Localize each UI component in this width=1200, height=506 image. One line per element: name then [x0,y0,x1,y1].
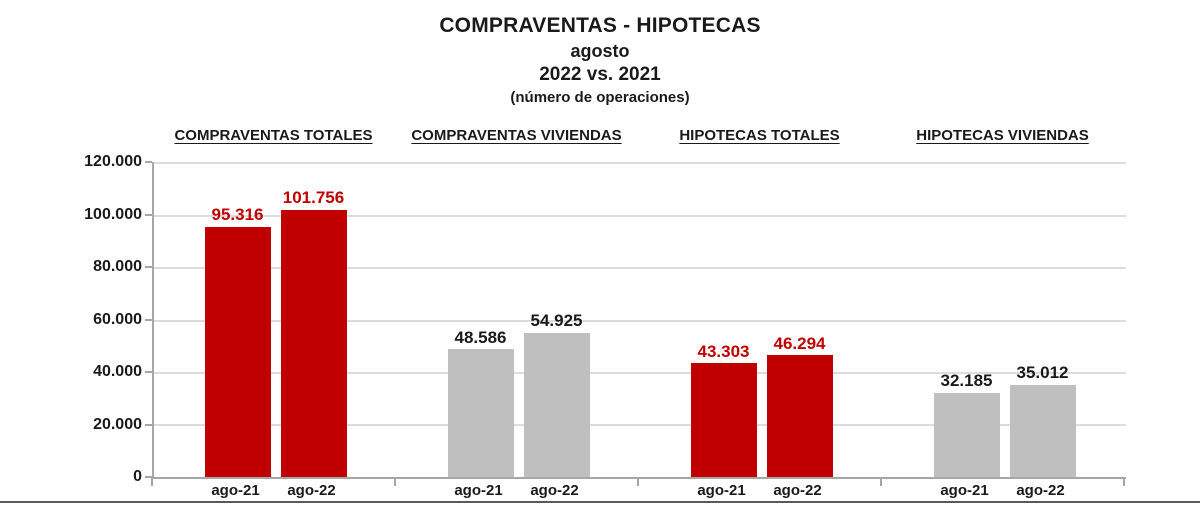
bar-hipotecas-viviendas-ago-22 [1010,385,1076,477]
bar-slot [448,162,514,477]
bar-group-compraventas-totales [154,162,397,477]
bar-group-hipotecas-totales [640,162,883,477]
group-headers-row [152,127,1124,144]
bar-slot [281,162,347,477]
y-tick-label: 60.000 [93,310,142,328]
bar-slot [691,162,757,477]
plot-area [152,162,1126,479]
y-tick-label: 0 [133,468,142,485]
group-header-compraventas-viviendas: COMPRAVENTAS VIVIENDAS [411,127,622,144]
x-axis-labels [152,482,1124,499]
bar-compraventas-viviendas-ago-21 [448,349,514,477]
y-axis-tick [145,371,152,373]
y-tick-label: 40.000 [93,363,142,380]
y-axis-tick [145,266,152,268]
x-label-group [395,482,638,499]
bar-group-hipotecas-viviendas [883,162,1126,477]
bar-compraventas-totales-ago-22 [281,210,347,477]
bar-value-label: 43.303 [697,341,750,361]
bar-slot [934,162,1000,477]
group-header-hipotecas-totales: HIPOTECAS TOTALES [679,127,840,144]
bar-value-label: 46.294 [773,333,826,353]
x-label-group [152,482,395,499]
title-block [0,14,1200,106]
y-axis-tick [145,424,152,426]
x-tick-label: ago-22 [1016,482,1065,499]
x-tick-label: ago-22 [773,482,822,499]
bar-compraventas-totales-ago-21 [205,227,271,477]
group-header-compraventas-totales: COMPRAVENTAS TOTALES [174,127,373,144]
bar-compraventas-viviendas-ago-22 [524,333,590,477]
chart-subtitle-month: agosto [570,41,630,61]
chart-subtitle-units: (número de operaciones) [510,89,690,106]
y-tick-label: 120.000 [84,153,142,170]
x-label-group [881,482,1124,499]
bar-slot [1010,162,1076,477]
y-axis-tick [145,161,152,163]
y-tick-label: 100.000 [84,205,142,223]
chart-title: COMPRAVENTAS - HIPOTECAS [439,14,761,37]
chart-subtitle-years: 2022 vs. 2021 [539,64,661,85]
bar-value-label: 32.185 [940,370,993,390]
bar-hipotecas-viviendas-ago-21 [934,393,1000,477]
bar-hipotecas-totales-ago-21 [691,363,757,477]
x-tick-label: ago-22 [530,482,579,499]
x-tick-label: ago-21 [454,482,503,499]
x-tick-label: ago-21 [940,482,989,499]
bar-groups [154,162,1126,477]
bar-value-label: 101.756 [282,188,345,208]
bar-group-compraventas-viviendas [397,162,640,477]
x-tick-label: ago-21 [211,482,260,499]
bar-slot [767,162,833,477]
bar-value-label: 54.925 [530,311,583,331]
bar-hipotecas-totales-ago-22 [767,355,833,477]
bar-slot [524,162,590,477]
y-axis-tick [145,214,152,216]
group-header-hipotecas-viviendas: HIPOTECAS VIVIENDAS [916,127,1089,144]
x-tick-label: ago-21 [697,482,746,499]
bottom-border-line [0,501,1200,503]
x-tick-label: ago-22 [287,482,336,499]
x-label-group [638,482,881,499]
bar-slot [205,162,271,477]
bar-value-label: 35.012 [1016,363,1069,383]
y-tick-label: 20.000 [93,415,142,433]
y-axis-tick [145,319,152,321]
bar-value-label: 95.316 [211,205,264,225]
y-tick-label: 80.000 [93,258,142,275]
bar-value-label: 48.586 [454,327,507,347]
